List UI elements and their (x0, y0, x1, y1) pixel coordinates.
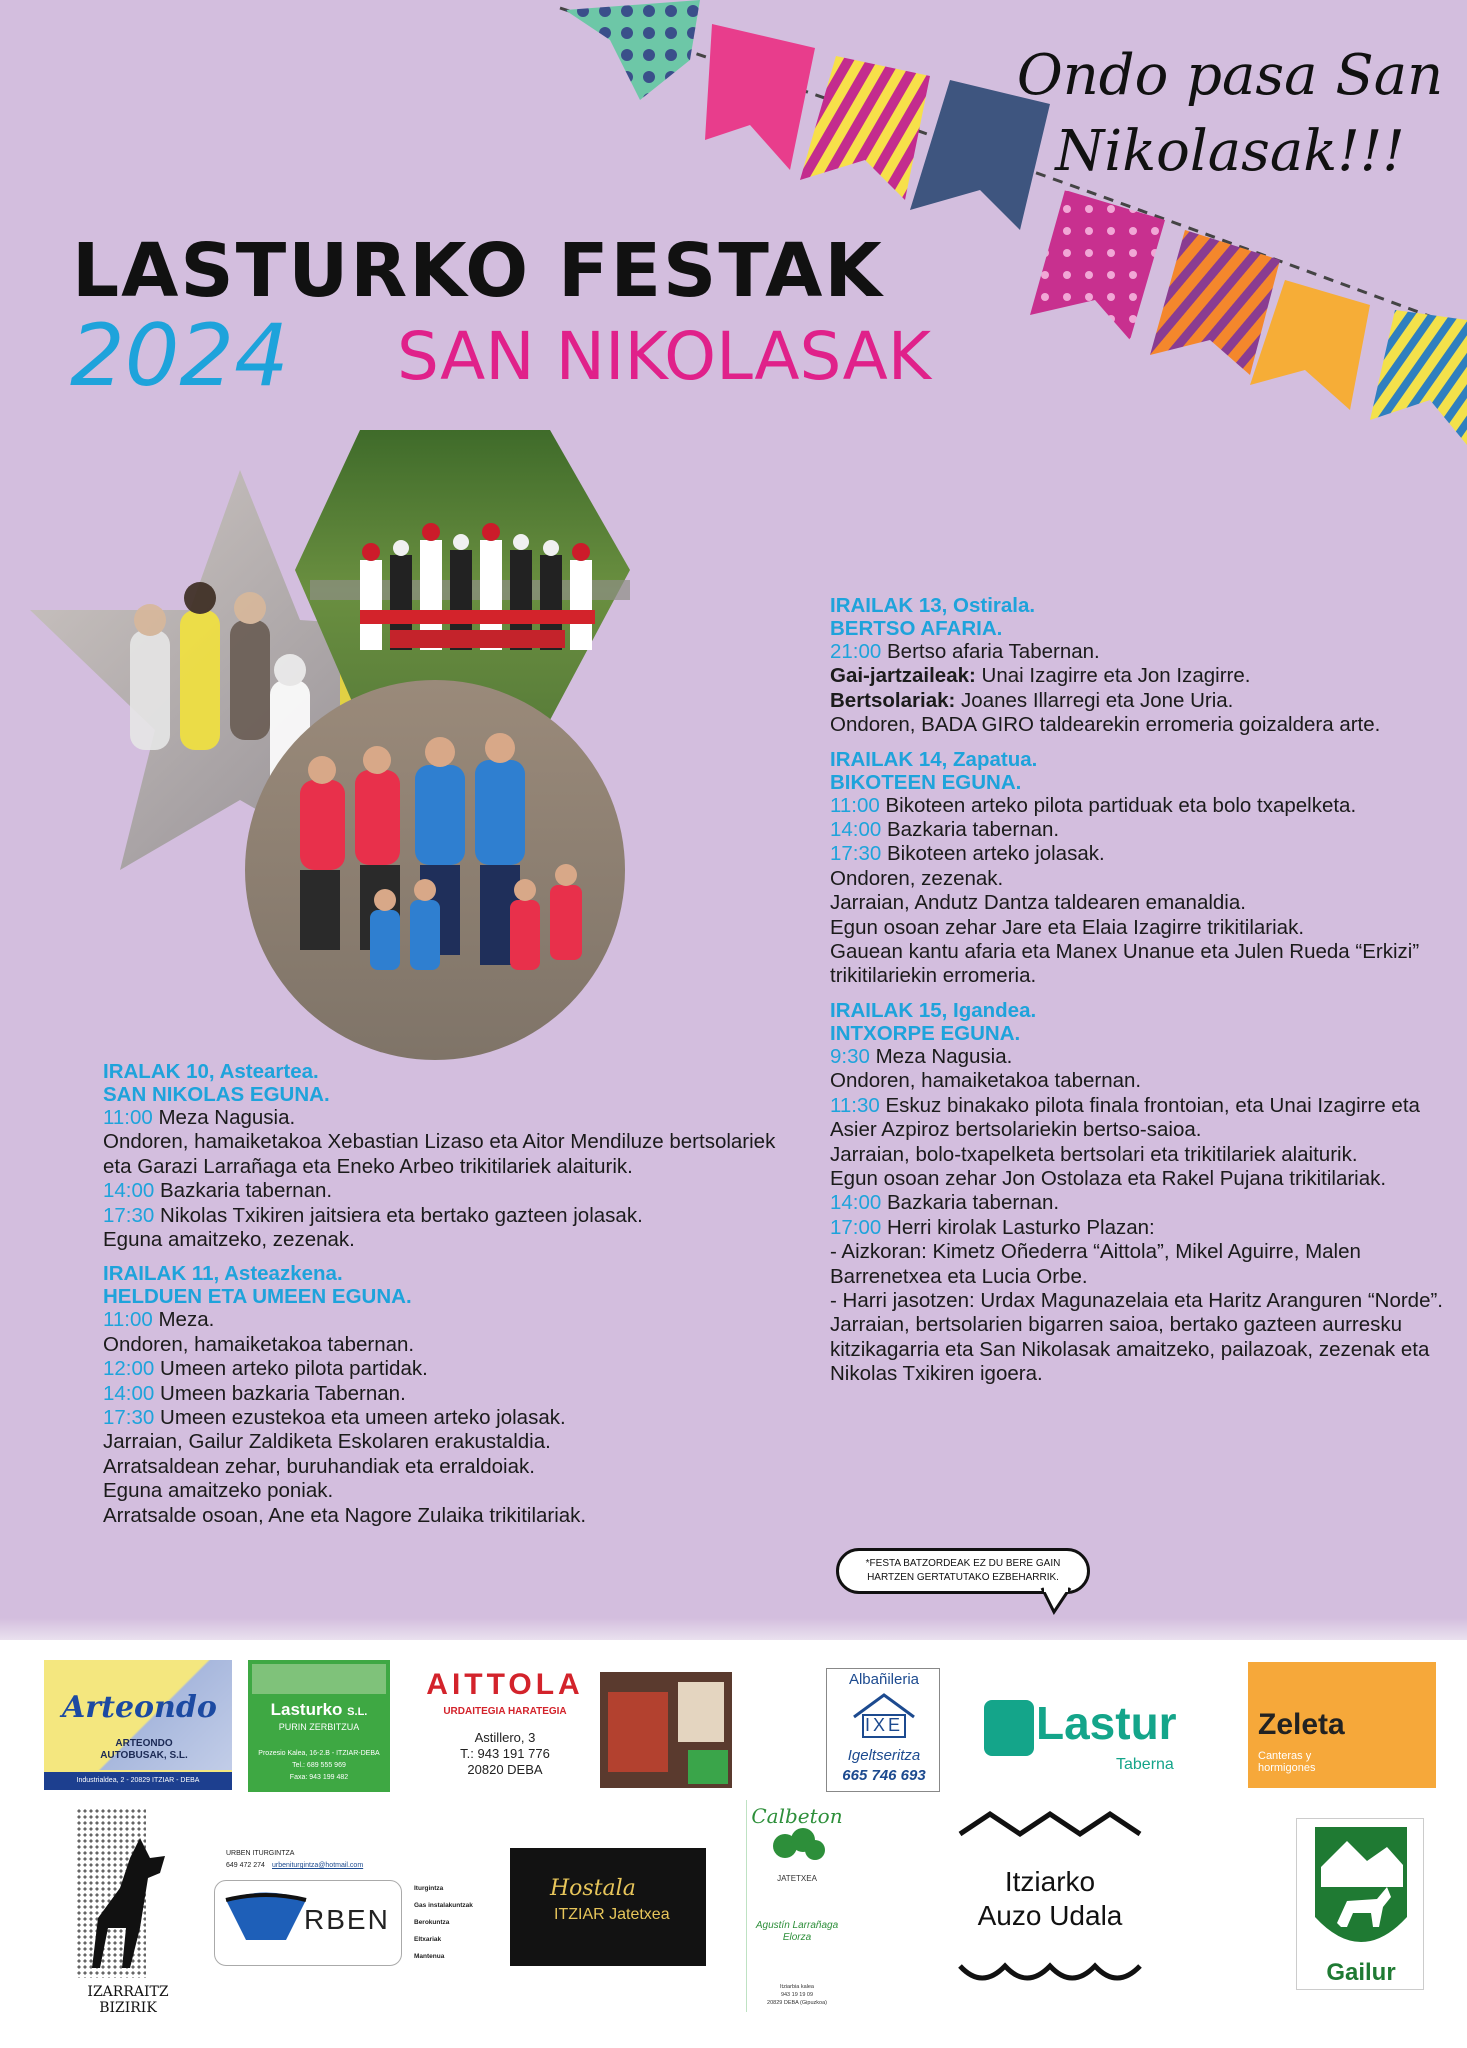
urben-service: Berokuntza (414, 1919, 450, 1926)
aittola-city: 20820 DEBA (467, 1762, 543, 1777)
program-line: 14:00 Bazkaria tabernan. (103, 1179, 333, 1203)
program-line: 17:30 Nikolas Txikiren jaitsiera eta bertako gazteen jolasak. (103, 1203, 643, 1227)
lasturko-tel: Tel.: 689 555 969 (292, 1762, 346, 1769)
flag-8 (1370, 310, 1467, 445)
program-line: - Harri jasotzen: Urdax Magunazelaia eta Haritz Aranguren “Norde”. (830, 1288, 1443, 1312)
wave-line-icon (960, 1960, 1140, 1990)
program-right-column (830, 594, 1450, 1397)
day-heading: IRAILAK 11, Asteazkena. (103, 1262, 343, 1286)
lasturko-suffix: S.L. (347, 1706, 368, 1718)
calbeton-name: Calbeton (751, 1804, 843, 1828)
sponsor-arteondo (44, 1660, 232, 1790)
flag-1 (565, 0, 700, 100)
flag-3 (800, 56, 930, 200)
program-line: Jarraian, bolo-txapelketa bertsolari eta trikitilariek alaiturik. (830, 1142, 1358, 1166)
aittola-name: AITTOLA (426, 1668, 584, 1701)
time: 14:00 (830, 1191, 882, 1215)
time: 12:00 (103, 1357, 155, 1381)
tree-icon (771, 1828, 827, 1868)
program-line: Bertsolariak: Joanes Illarregi eta Jone Uria. (830, 688, 1234, 712)
sponsor-lasturko (248, 1660, 390, 1792)
day-heading: IRAILAK 13, Ostirala. (830, 594, 1036, 617)
lastur-sub: Taberna (1116, 1756, 1174, 1773)
day-sep-15 (830, 999, 1450, 1387)
program-left-column (103, 1060, 803, 1538)
day-heading: IRALAK 10, Asteartea. (103, 1060, 319, 1083)
program-line: Eguna amaitzeko, zezenak. (103, 1228, 355, 1252)
sponsor-albanileria (826, 1668, 940, 1792)
program-line: 14:00 Bazkaria tabernan. (830, 1191, 1060, 1215)
aittola-sub: URDAITEGIA HARATEGIA (443, 1706, 567, 1717)
program-line: Egun osoan zehar Jon Ostolaza eta Rakel Pujana trikitilariak. (830, 1166, 1387, 1190)
photo-collage (30, 430, 730, 1080)
sponsor-lastur (980, 1690, 1200, 1780)
itziarko-line2: Auzo Udala (977, 1900, 1123, 1931)
program-line: Jarraian, Gailur Zaldiketa Eskolaren erakustaldia. (103, 1430, 551, 1454)
time: 11:00 (103, 1308, 153, 1332)
day-sep-13 (830, 594, 1450, 738)
hostala-name: Hostala (550, 1876, 636, 1901)
program-line: 17:30 Umeen ezustekoa eta umeen arteko jolasak. (103, 1406, 566, 1430)
lastur-name: Lastur (1036, 1697, 1177, 1749)
arteondo-name: Arteondo (62, 1690, 217, 1725)
goat-icon (70, 1828, 180, 1978)
program-line: 14:00 Umeen bazkaria Tabernan. (103, 1381, 406, 1405)
program-line: 11:30 Eskuz binakako pilota finala frontoian, eta Unai Izagirre eta Asier Azpiroz bertsolariekin bertso-saioa. (830, 1093, 1420, 1142)
program-line: 12:00 Umeen arteko pilota partidak. (103, 1357, 428, 1381)
disclaimer-line-1: *FESTA BATZORDEAK EZ DU BERE GAIN (865, 1558, 1061, 1569)
title-main: LASTURKO FESTAK (72, 228, 884, 314)
lasturko-name: Lasturko (270, 1700, 343, 1719)
urben-service: Mantenua (414, 1953, 445, 1960)
gailur-emblem-icon (1307, 1827, 1415, 1957)
footer-divider (0, 1618, 1467, 1642)
izarraitz-name: IZARRAITZ BIZIRIK (87, 1984, 169, 2016)
program-line: Ondoren, hamaiketakoa Xebastian Lizaso eta Aitor Mendiluze bertsolariek eta Garazi Larrañaga eta Eneko Arbeo trikitilariek alaiturik. (103, 1130, 776, 1178)
flag-2 (705, 24, 815, 170)
urben-name: RBEN (304, 1904, 390, 1935)
albanileria-phone: 665 746 693 (842, 1767, 926, 1784)
day-heading: SAN NIKOLAS EGUNA. (103, 1083, 330, 1106)
aittola-address: Astillero, 3 (474, 1730, 536, 1745)
greeting-text (1010, 38, 1450, 190)
day-heading: BIKOTEEN EGUNA. (830, 770, 1022, 794)
arteondo-address: Industrialdea, 2 - 20829 ITZIAR - DEBA (44, 1772, 232, 1790)
calbeton-tel: 943 19 19 09 (780, 1992, 814, 1998)
program-line: Gai-jartzaileak: Unai Izagirre eta Jon Izagirre. (830, 664, 1251, 688)
program-line: Eguna amaitzeko poniak. (103, 1479, 334, 1503)
sponsor-itziarko-udala (950, 1810, 1150, 1992)
urben-service: Iturgintza (414, 1885, 444, 1892)
day-sep-10 (103, 1060, 803, 1252)
itziarko-line1: Itziarko (1004, 1866, 1096, 1897)
time: 11:00 (830, 793, 880, 817)
program-line: Arratsaldean zehar, buruhandiak eta erraldoiak. (103, 1454, 535, 1478)
bubble-tail (1040, 1588, 1080, 1614)
aittola-tel: T.: 943 191 776 (460, 1746, 550, 1761)
hostala-sub: ITZIAR Jatetxea (554, 1906, 670, 1923)
urben-email: urbeniturgintza@hotmail.com (272, 1862, 364, 1869)
albanileria-sub: Igeltseritza (847, 1747, 921, 1764)
calbeton-owner: Agustín Larrañaga Elorza (755, 1920, 839, 1943)
sponsor-zeleta (1248, 1662, 1436, 1788)
calbeton-city: 20829 DEBA (Gipuzkoa) (767, 2000, 827, 2006)
time: 14:00 (103, 1179, 155, 1203)
zeleta-sub: Canteras y hormigones (1258, 1750, 1316, 1774)
urben-top: URBEN ITURGINTZA (226, 1850, 295, 1857)
urben-wave-icon (226, 1890, 306, 1950)
urben-service: Eltxariak (414, 1936, 442, 1943)
label: Gai-jartzaileak: (830, 664, 976, 688)
greeting-line-2: Nikolasak!!! (1055, 119, 1405, 184)
day-heading: HELDUEN ETA UMEEN EGUNA. (103, 1285, 412, 1309)
day-heading: INTXORPE EGUNA. (830, 1021, 1021, 1045)
time: 11:00 (103, 1106, 153, 1129)
time: 17:30 (103, 1203, 155, 1227)
program-line: Arratsalde osoan, Ane eta Nagore Zulaika trikitilariak. (103, 1503, 587, 1527)
sponsor-calbeton (746, 1800, 846, 2012)
urben-service: Gas instalakuntzak (414, 1902, 473, 1909)
sponsor-photo-shop (600, 1672, 732, 1788)
time: 11:30 (830, 1093, 880, 1117)
lasturko-fax: Faxa: 943 199 482 (289, 1774, 349, 1781)
mountain-line-icon (960, 1810, 1140, 1840)
time: 9:30 (830, 1044, 870, 1068)
lasturko-address: Prozesio Kalea, 16-2.B - ITZIAR-DEBA (258, 1750, 380, 1757)
calbeton-sub: JATETXEA (777, 1874, 817, 1883)
program-line: 11:00 Bikoteen arteko pilota partiduak eta bolo txapelketa. (830, 793, 1357, 817)
day-sep-14 (830, 748, 1450, 989)
program-line: 11:00 Meza. (103, 1308, 215, 1332)
sponsor-aittola (420, 1668, 590, 1788)
gailur-name: Gailur (1326, 1959, 1396, 1986)
program-line: 17:00 Herri kirolak Lasturko Plazan: (830, 1215, 1155, 1239)
sponsor-hostala (510, 1848, 706, 1966)
day-heading: IRAILAK 15, Igandea. (830, 998, 1037, 1022)
day-sep-11 (103, 1262, 803, 1528)
program-line: Jarraian, Andutz Dantza taldearen emanaldia. (830, 891, 1246, 915)
sponsor-urben (212, 1848, 492, 1998)
day-heading: IRAILAK 14, Zapatua. (830, 747, 1038, 771)
time: 17:30 (830, 842, 882, 866)
flag-6 (1150, 230, 1280, 375)
sponsor-gailur (1296, 1818, 1424, 1990)
program-line: Ondoren, hamaiketakoa tabernan. (830, 1069, 1142, 1093)
urben-phone: 649 472 274 (226, 1862, 265, 1869)
arteondo-sub: ARTEONDO AUTOBUSAK, S.L. (100, 1738, 188, 1761)
time: 17:00 (830, 1215, 882, 1239)
title-subtitle: SAN NIKOLASAK (397, 318, 932, 395)
program-line: 17:30 Bikoteen arteko jolasak. (830, 842, 1105, 866)
calbeton-street: Itziarbia kalea (780, 1984, 814, 1990)
program-line: Gauean kantu afaria eta Manex Unanue eta Julen Rueda “Erkizi” trikitilariekin erromeria. (830, 940, 1420, 988)
program-line: 14:00 Bazkaria tabernan. (830, 818, 1060, 842)
zeleta-name: Zeleta (1258, 1708, 1345, 1741)
program-line: 9:30 Meza Nagusia. (830, 1044, 1013, 1068)
albanileria-top: Albañileria (848, 1671, 920, 1688)
label: Bertsolariak: (830, 688, 956, 712)
program-line: Egun osoan zehar Jare eta Elaia Izagirre trikitilariak. (830, 915, 1305, 939)
lasturko-sub: PURIN ZERBITZUA (278, 1722, 360, 1732)
program-line: Ondoren, BADA GIRO taldearekin erromeria goizaldera arte. (830, 713, 1381, 737)
albanileria-name: IXE (864, 1715, 903, 1735)
program-line: Ondoren, zezenak. (830, 866, 1004, 890)
disclaimer-line-2: HARTZEN GERTATUTAKO EZBEHARRIK. (867, 1572, 1059, 1583)
time: 14:00 (830, 818, 882, 842)
time: 17:30 (103, 1406, 155, 1430)
title-year: 2024 (70, 306, 289, 406)
day-heading: BERTSO AFARIA. (830, 617, 1003, 640)
greeting-line-1: Ondo pasa San (1016, 43, 1444, 108)
time: 14:00 (103, 1381, 155, 1405)
program-line: 21:00 Bertso afaria Tabernan. (830, 640, 1100, 663)
program-line: Jarraian, bertsolarien bigarren saioa, bertako gazteen aurresku kitzikagarria eta San Nikolasak amaitzeko, pailazoak, zezenak eta Nikolas Txikiren igoera. (830, 1313, 1430, 1386)
program-line: Ondoren, hamaiketakoa tabernan. (103, 1332, 415, 1356)
program-line: - Aizkoran: Kimetz Oñederra “Aittola”, Mikel Aguirre, Malen Barrenetxea eta Lucia Orbe. (830, 1240, 1361, 1288)
program-line: 11:00 Meza Nagusia. (103, 1106, 296, 1129)
time: 21:00 (830, 640, 882, 663)
sponsor-izarraitz (64, 1808, 192, 2016)
